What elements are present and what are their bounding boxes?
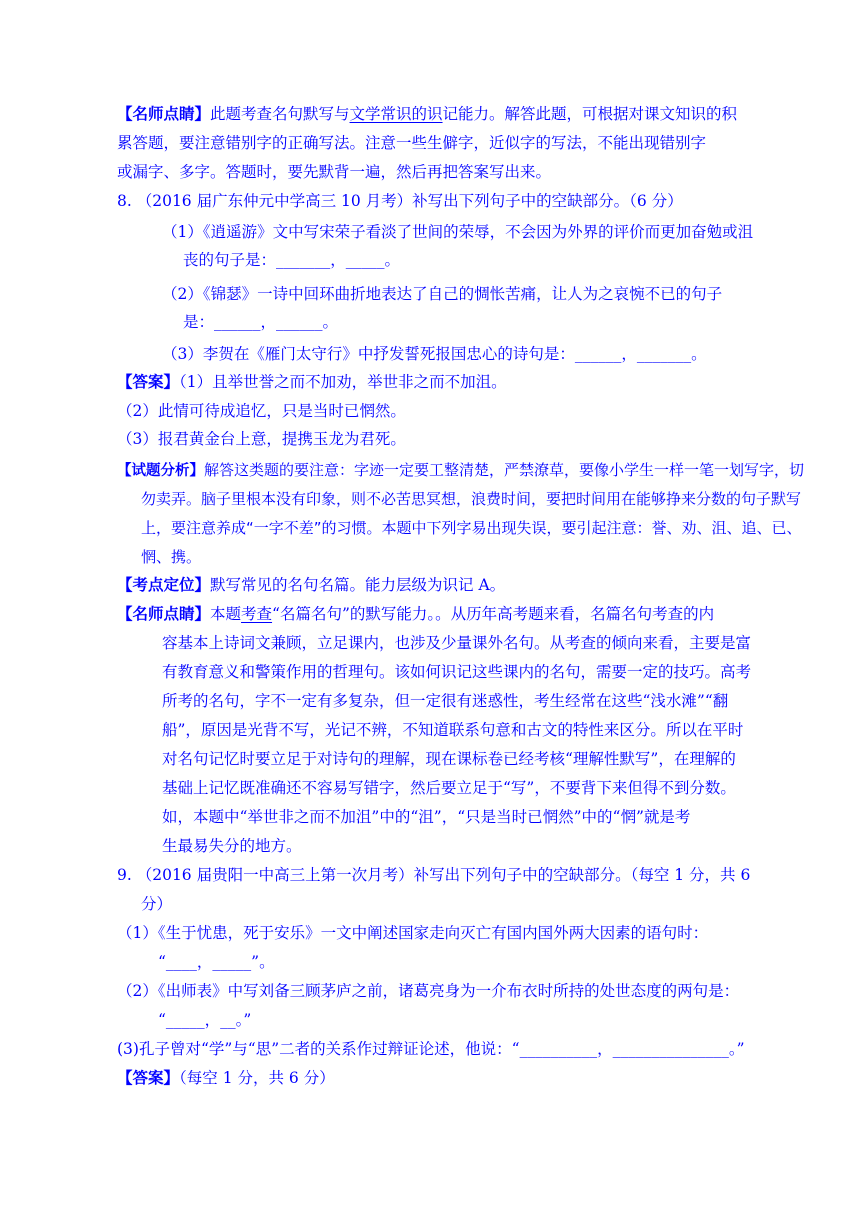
- teacher-comment-1: [117, 104, 737, 124]
- q8-key-point-tag: 【考点定位】: [117, 575, 211, 594]
- q9-answer-tag: 【答案】: [117, 1068, 180, 1087]
- q8-analysis-line3: 上，要注意养成“一字不差”的习惯。本题中下列字易出现失误，要引起注意：誉、劝、沮、追、已、: [141, 519, 802, 537]
- q8-sub1-line2: 丧的句子是：_______，_____。: [183, 251, 401, 269]
- q9-sub1-line1: （1）《生于忧患，死于安乐》一文中阐述国家走向灭亡有国内国外两大因素的语句时：: [117, 924, 709, 942]
- q8-analysis-line4: 惘、携。: [141, 548, 202, 566]
- q9-sub2-line2: “_____，__。”: [158, 1011, 252, 1029]
- q8-sub2-line2: 是：______，______。: [183, 313, 339, 331]
- q8-key-point-text: 默写常见的名句名篇。能力层级为识记 A。: [210, 576, 506, 594]
- q9-sub2-line1: （2）《出师表》中写刘备三顾茅庐之前，诸葛亮身为一介布衣时所持的处世态度的两句是：: [117, 982, 740, 1000]
- q8-teacher-comment-line3: 有教育意义和警策作用的哲理句。该如何识记这些课内的名句，需要一定的技巧。高考: [162, 663, 752, 681]
- q8-analysis-text: 解答这类题的要注意：字迹一定要工整清楚，严禁潦草，要像小学生一样一笔一划写字，切: [204, 461, 805, 479]
- q8-teacher-comment-a: 本题: [210, 605, 242, 623]
- q8-teacher-comment-line4: 所考的名句，字不一定有多复杂，但一定很有迷惑性，考生经常在这些“浅水滩”“翻: [162, 692, 729, 710]
- q8-analysis-line2: 勿卖弄。脑子里根本没有印象，则不必苦思冥想，浪费时间，要把时间用在能够挣来分数的句子默写: [141, 490, 802, 508]
- q8-key-point: [117, 575, 505, 595]
- q8-analysis-line1: [117, 460, 804, 481]
- q8-teacher-comment-line2: 容基本上诗词文兼顾，立足课内，也涉及少量课外名句。从考查的倾向来看，主要是富: [162, 634, 752, 652]
- teacher-comment-1-line2: 累答题，要注意错别字的正确写法。注意一些生僻字，近似字的写法，不能出现错别字: [117, 134, 707, 152]
- teacher-comment-text-b: 记能力。解答此题，可根据对课文知识的积: [442, 105, 738, 123]
- q9-sub1-line2: “____，_____”。: [158, 953, 275, 971]
- q8-sub2-line1: （2）《锦瑟》一诗中回环曲折地表达了自己的惆怅苦痛，让人为之哀惋不已的句子: [162, 285, 723, 303]
- teacher-comment-tag: 【名师点睛】: [117, 104, 211, 123]
- q9-answer-text: （每空 1 分，共 6 分）: [179, 1069, 335, 1087]
- q8-teacher-comment-line9: 生最易失分的地方。: [162, 837, 302, 855]
- teacher-comment-1-line3: 或漏字、多字。答题时，要先默背一遍，然后再把答案写出来。: [117, 163, 552, 181]
- q8-answer-tag: 【答案】: [117, 372, 180, 391]
- q8-sub3: （3）李贺在《雁门太守行》中抒发誓死报国忠心的诗句是：______，_______。: [162, 345, 707, 363]
- q8-answer-line1: [117, 372, 507, 392]
- question-9-heading-line1: 9. （2016 届贵阳一中高三上第一次月考）补写出下列句子中的空缺部分。（每空 1 分，共 6: [117, 866, 751, 884]
- q9-sub3: (3)孔子曾对“学”与“思”二者的关系作过辩证论述，他说：“__________，_______________。”: [117, 1040, 745, 1058]
- question-9-heading-line2: 分）: [141, 895, 173, 913]
- q8-teacher-comment-b: “名篇名句”的默写能力。。从历年高考题来看，名篇名句考查的内: [272, 605, 715, 623]
- q8-answer-1: （1）且举世誉之而不加劝，举世非之而不加沮。: [179, 373, 507, 391]
- question-8-heading: 8. （2016 届广东仲元中学高三 10 月考）补写出下列句子中的空缺部分。（6 分）: [117, 192, 683, 210]
- q8-teacher-comment-line5: 船”，原因是光背不写，光记不辨，不知道联系句意和古文的特性来区分。所以在平时: [162, 721, 744, 739]
- teacher-comment-text-a: 此题考查名句默写与: [210, 105, 350, 123]
- q8-teacher-comment-tag: 【名师点睛】: [117, 604, 211, 623]
- q8-teacher-comment-line7: 基础上记忆既准确还不容易写错字，然后要立足于“写”，不要背下来但得不到分数。: [162, 779, 736, 797]
- q8-teacher-comment-line6: 对名句记忆时要立足于对诗句的理解，现在课标卷已经考核“理解性默写”，在理解的: [162, 750, 736, 768]
- q8-answer-2: （2）此情可待成追忆，只是当时已惘然。: [117, 402, 406, 420]
- q8-teacher-comment-line1: [117, 604, 714, 624]
- q8-analysis-tag: 【试题分析】: [117, 463, 204, 479]
- q8-teacher-comment-line8: 如，本题中“举世非之而不加沮”中的“沮”，“只是当时已惘然”中的“惘”就是考: [162, 808, 691, 826]
- q9-answer: [117, 1068, 335, 1088]
- q8-teacher-comment-underlined: 考查: [241, 605, 273, 623]
- q8-sub1-line1: （1）《逍遥游》文中写宋荣子看淡了世间的荣辱，不会因为外界的评价而更加奋勉或沮: [162, 223, 754, 241]
- q8-answer-3: （3）报君黄金台上意，提携玉龙为君死。: [117, 430, 406, 448]
- teacher-comment-underlined: 文学常识的识: [349, 105, 443, 123]
